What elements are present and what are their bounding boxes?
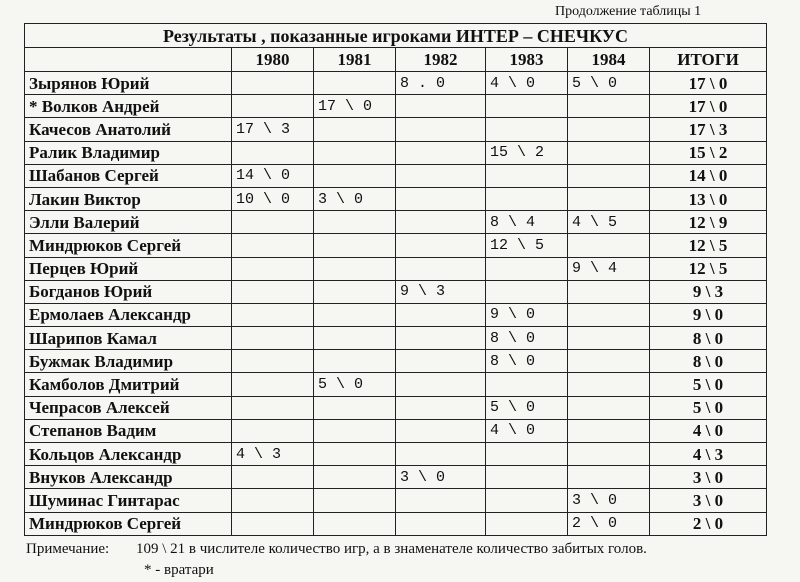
year-value-1981: 17 \ 0 <box>314 95 396 118</box>
year-value-1983 <box>486 373 568 396</box>
year-value-1983: 8 \ 4 <box>486 211 568 234</box>
year-value-1980 <box>232 466 314 489</box>
total-value: 17 \ 0 <box>650 72 767 95</box>
total-value: 3 \ 0 <box>650 466 767 489</box>
total-value: 12 \ 9 <box>650 211 767 234</box>
year-value-1983 <box>486 164 568 187</box>
name-header <box>25 48 232 72</box>
table-row <box>25 72 767 95</box>
year-value-1982 <box>396 350 486 373</box>
year-value-1983: 15 \ 2 <box>486 141 568 164</box>
total-value: 3 \ 0 <box>650 489 767 512</box>
year-value-1981 <box>314 303 396 326</box>
year-value-1984: 3 \ 0 <box>568 489 650 512</box>
table-row <box>25 489 767 512</box>
table-row <box>25 443 767 466</box>
year-value-1981 <box>314 512 396 535</box>
year-value-1984: 4 \ 5 <box>568 211 650 234</box>
year-value-1982 <box>396 141 486 164</box>
year-value-1982 <box>396 303 486 326</box>
year-value-1981: 3 \ 0 <box>314 187 396 210</box>
year-value-1984 <box>568 95 650 118</box>
player-name: Перцев Юрий <box>25 257 232 280</box>
total-value: 8 \ 0 <box>650 350 767 373</box>
year-header-1982: 1982 <box>396 48 486 72</box>
year-value-1982: 8 . 0 <box>396 72 486 95</box>
year-value-1980 <box>232 95 314 118</box>
table-row <box>25 95 767 118</box>
year-value-1982: 3 \ 0 <box>396 466 486 489</box>
year-value-1984 <box>568 443 650 466</box>
player-name: Бужмак Владимир <box>25 350 232 373</box>
year-value-1984 <box>568 303 650 326</box>
year-value-1981 <box>314 443 396 466</box>
total-value: 2 \ 0 <box>650 512 767 535</box>
table-row <box>25 373 767 396</box>
player-name: Камболов Дмитрий <box>25 373 232 396</box>
player-name: Шуминас Гинтарас <box>25 489 232 512</box>
player-name: Чепрасов Алексей <box>25 396 232 419</box>
year-header-1980: 1980 <box>232 48 314 72</box>
player-name: Ермолаев Александр <box>25 303 232 326</box>
player-name: Кольцов Александр <box>25 443 232 466</box>
year-value-1984: 2 \ 0 <box>568 512 650 535</box>
player-name: Степанов Вадим <box>25 419 232 442</box>
total-value: 12 \ 5 <box>650 257 767 280</box>
table-title: Результаты , показанные игроками ИНТЕР – СНЕЧКУС <box>25 24 767 48</box>
year-value-1982: 9 \ 3 <box>396 280 486 303</box>
year-value-1982 <box>396 327 486 350</box>
year-header-1983: 1983 <box>486 48 568 72</box>
player-name: Богданов Юрий <box>25 280 232 303</box>
note-label: Примечание: <box>26 541 110 557</box>
total-value: 9 \ 3 <box>650 280 767 303</box>
year-value-1980: 10 \ 0 <box>232 187 314 210</box>
year-value-1982 <box>396 373 486 396</box>
year-value-1980: 4 \ 3 <box>232 443 314 466</box>
total-value: 12 \ 5 <box>650 234 767 257</box>
year-value-1980 <box>232 211 314 234</box>
year-value-1984: 9 \ 4 <box>568 257 650 280</box>
year-value-1980 <box>232 72 314 95</box>
year-value-1980 <box>232 303 314 326</box>
continuation-label: Продолжение таблицы 1 <box>555 4 702 19</box>
year-value-1983: 4 \ 0 <box>486 419 568 442</box>
goalkeeper-note: * - вратари <box>144 562 214 578</box>
year-value-1983 <box>486 118 568 141</box>
total-value: 5 \ 0 <box>650 373 767 396</box>
year-value-1980 <box>232 280 314 303</box>
year-value-1980 <box>232 396 314 419</box>
year-value-1982 <box>396 187 486 210</box>
year-value-1984 <box>568 234 650 257</box>
year-value-1982 <box>396 164 486 187</box>
table-row <box>25 512 767 535</box>
year-value-1984 <box>568 350 650 373</box>
year-value-1983: 8 \ 0 <box>486 350 568 373</box>
year-value-1982 <box>396 211 486 234</box>
table-row <box>25 257 767 280</box>
year-value-1984 <box>568 327 650 350</box>
year-value-1981 <box>314 72 396 95</box>
player-name: Шабанов Сергей <box>25 164 232 187</box>
year-value-1980 <box>232 419 314 442</box>
year-value-1981 <box>314 489 396 512</box>
year-value-1983 <box>486 489 568 512</box>
year-value-1981 <box>314 419 396 442</box>
year-value-1980 <box>232 141 314 164</box>
year-value-1983 <box>486 95 568 118</box>
year-value-1982 <box>396 512 486 535</box>
year-value-1982 <box>396 118 486 141</box>
year-value-1981 <box>314 327 396 350</box>
year-value-1980 <box>232 512 314 535</box>
year-value-1982 <box>396 396 486 419</box>
year-value-1982 <box>396 257 486 280</box>
player-name: Зырянов Юрий <box>25 72 232 95</box>
year-value-1983: 12 \ 5 <box>486 234 568 257</box>
total-value: 5 \ 0 <box>650 396 767 419</box>
year-value-1983: 4 \ 0 <box>486 72 568 95</box>
year-value-1983: 8 \ 0 <box>486 327 568 350</box>
note-text: 109 \ 21 в числителе количество игр, а в знаменателе количество забитых голов. <box>136 541 647 557</box>
year-value-1983: 5 \ 0 <box>486 396 568 419</box>
year-value-1983 <box>486 443 568 466</box>
year-value-1984 <box>568 118 650 141</box>
table-row <box>25 211 767 234</box>
year-value-1980: 14 \ 0 <box>232 164 314 187</box>
player-name: Миндрюков Сергей <box>25 512 232 535</box>
year-value-1981 <box>314 211 396 234</box>
player-name: Ралик Владимир <box>25 141 232 164</box>
year-value-1982 <box>396 489 486 512</box>
table-row <box>25 303 767 326</box>
table-row <box>25 327 767 350</box>
year-value-1981 <box>314 466 396 489</box>
year-value-1981 <box>314 234 396 257</box>
table-row <box>25 419 767 442</box>
table-row <box>25 234 767 257</box>
year-value-1984 <box>568 141 650 164</box>
year-value-1984 <box>568 419 650 442</box>
total-value: 17 \ 0 <box>650 95 767 118</box>
year-value-1983 <box>486 280 568 303</box>
year-value-1982 <box>396 443 486 466</box>
year-value-1981 <box>314 257 396 280</box>
player-name: Элли Валерий <box>25 211 232 234</box>
year-value-1980 <box>232 489 314 512</box>
year-value-1983 <box>486 512 568 535</box>
player-name: Миндрюков Сергей <box>25 234 232 257</box>
year-value-1980: 17 \ 3 <box>232 118 314 141</box>
table-row <box>25 466 767 489</box>
year-value-1980 <box>232 373 314 396</box>
year-value-1983 <box>486 466 568 489</box>
player-name: Шарипов Камал <box>25 327 232 350</box>
year-value-1980 <box>232 234 314 257</box>
total-value: 17 \ 3 <box>650 118 767 141</box>
total-value: 4 \ 0 <box>650 419 767 442</box>
year-value-1983 <box>486 187 568 210</box>
year-value-1984 <box>568 187 650 210</box>
note <box>26 541 647 558</box>
year-value-1984 <box>568 280 650 303</box>
year-value-1981 <box>314 280 396 303</box>
total-value: 15 \ 2 <box>650 141 767 164</box>
year-value-1981 <box>314 164 396 187</box>
year-value-1981 <box>314 396 396 419</box>
year-value-1984 <box>568 396 650 419</box>
year-value-1980 <box>232 257 314 280</box>
total-value: 4 \ 3 <box>650 443 767 466</box>
header-row <box>25 48 767 72</box>
table-row <box>25 396 767 419</box>
year-value-1983 <box>486 257 568 280</box>
year-value-1981 <box>314 141 396 164</box>
table-row <box>25 350 767 373</box>
table-row <box>25 164 767 187</box>
year-value-1984 <box>568 164 650 187</box>
total-header: ИТОГИ <box>650 48 767 72</box>
player-name: * Волков Андрей <box>25 95 232 118</box>
year-value-1983: 9 \ 0 <box>486 303 568 326</box>
year-value-1982 <box>396 234 486 257</box>
results-table <box>24 23 767 536</box>
table-row <box>25 280 767 303</box>
year-value-1982 <box>396 95 486 118</box>
year-value-1980 <box>232 327 314 350</box>
year-value-1981 <box>314 350 396 373</box>
player-name: Качесов Анатолий <box>25 118 232 141</box>
year-value-1982 <box>396 419 486 442</box>
year-header-1981: 1981 <box>314 48 396 72</box>
year-value-1981 <box>314 118 396 141</box>
table-row <box>25 187 767 210</box>
year-value-1984 <box>568 373 650 396</box>
total-value: 14 \ 0 <box>650 164 767 187</box>
total-value: 9 \ 0 <box>650 303 767 326</box>
year-value-1980 <box>232 350 314 373</box>
total-value: 13 \ 0 <box>650 187 767 210</box>
table-row <box>25 141 767 164</box>
player-name: Лакин Виктор <box>25 187 232 210</box>
table-row <box>25 118 767 141</box>
total-value: 8 \ 0 <box>650 327 767 350</box>
year-header-1984: 1984 <box>568 48 650 72</box>
year-value-1984 <box>568 466 650 489</box>
year-value-1984: 5 \ 0 <box>568 72 650 95</box>
year-value-1981: 5 \ 0 <box>314 373 396 396</box>
player-name: Внуков Александр <box>25 466 232 489</box>
title-row <box>25 24 767 48</box>
